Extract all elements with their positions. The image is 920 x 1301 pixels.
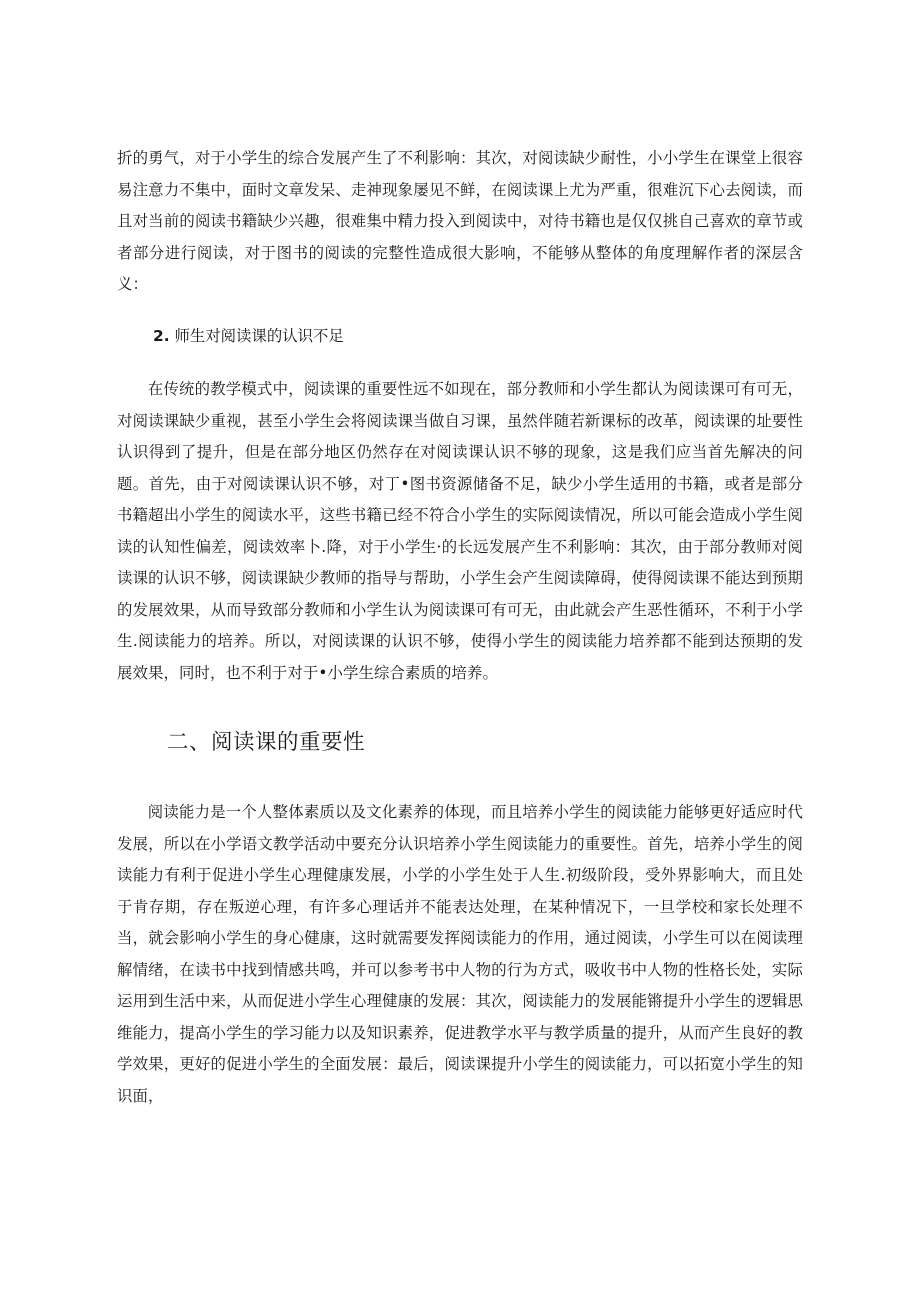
paragraph-importance: 阅读能力是一个人整体素质以及文化素养的体现，而且培养小学生的阅读能力能够更好适应时代发展，所以在小学语文教学活动中要充分认识培养小学生阅读能力的重要性。首先，培养小学生的阅读能力有利于促进小学生心理健康发展，小学的小学生处于人生.初级阶段，受外界影响大，而且处于肯存期，存在叛逆心理，有许多心理话并不能表达处理，在某种情况下，一旦学校和家长处理不当，就会影响小学生的身心健康，这时就需要发挥阅读能力的作用，通过阅读，小学生可以在阅读理解情绪，在读书中找到情感共鸣，并可以参考书中人物的行为方式，吸收书中人物的性格长处，实际运用到生活中来，从而促进小学生心理健康的发展：其次，阅读能力的发展能锵提升小学生的逻辑思维能力，提高小学生的学习能力以及知识素养，促进教学水平与教学质量的提升，从而产生良好的教学效果，更好的促进小学生的全面发展：最后，阅读课提升小学生的阅读能力，可以拓宽小学生的知识面，	[117, 803, 803, 1105]
subheading-number: 2.	[153, 326, 170, 345]
paragraph-teacher-student-awareness: 在传统的教学模式中，阅读课的重要性远不如现在，部分教师和小学生都认为阅读课可有可无，对阅读课缺少重视，甚至小学生会将阅读课当做自习课，虽然伴随若新课标的改革，阅读课的址要性认识得到了提升，但是在部分地区仍然存在对阅读课认识不够的现象，这是我们应当首先解决的问题。首先，由于对阅读课认识不够，对丁•图书资源储备不足，缺少小学生适用的书籍，或者是部分书籍超出小学生的阅读水平，这些书籍已经不符合小学生的实际阅读情况，所以可能会造成小学生阅读的认知性偏差，阅读效率卜.降，对于小学生·的长远发展产生不利影响：其次，由于部分教师对阅读课的认识不够，阅读课缺少教师的指导与帮助，小学生会产生阅读障碍，使得阅读课不能达到预期的发展效果，从而导致部分教师和小学生认为阅读课可有可无，由此就会产生恶性循环，不利于小学生.阅读能力的培养。所以，对阅读课的认识不够，使得小学生的阅读能力培养都不能到达预期的发展效果，同时，也不利于对于•小学生综合素质的培养。	[117, 380, 803, 682]
subheading	[117, 321, 803, 353]
subheading-text: 师生对阅读课的认识不足	[174, 326, 344, 345]
paragraph-continued: 折的勇气，对于小学生的综合发展产生了不利影响：其次，对阅读缺少耐性，小小学生在课堂上很容易注意力不集中，面时文章发呆、走神现象屡见不鲜，在阅读课上尤为严重，很难沉下心去阅读，而且对当前的阅读书籍缺少兴趣，很难集中精力投入到阅读中，对待书籍也是仅仅挑自己喜欢的章节或者部分进行阅读，对于图书的阅读的完整性造成很大影响，不能够从整体的角度理解作者的深层含义：	[117, 149, 803, 293]
section-heading: 二、阅读课的重要性	[167, 730, 366, 755]
document-body	[117, 143, 803, 1112]
